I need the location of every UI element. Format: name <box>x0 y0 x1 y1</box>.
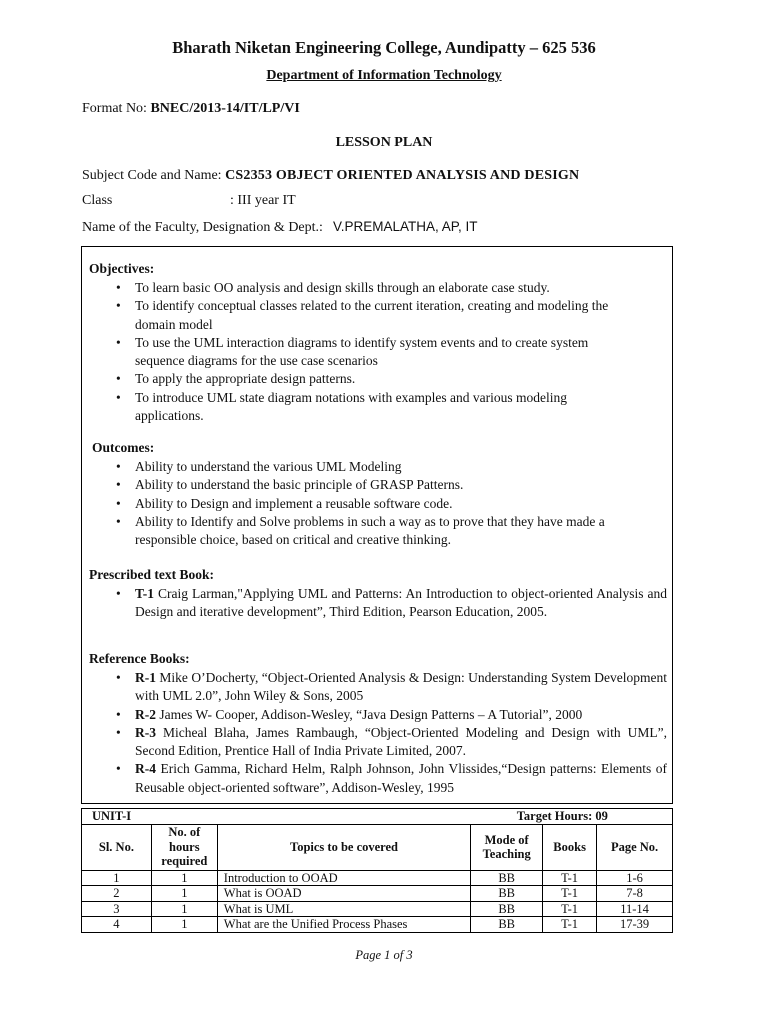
table-row <box>82 870 673 886</box>
list-item: • Ability to Identify and Solve problems in such a way as to prove that they have made a responsible choice, based on critical and creative thinking. <box>116 513 605 548</box>
table-cell: 4 <box>82 917 152 933</box>
class-label: Class <box>82 193 113 208</box>
bullet-icon: • <box>116 280 121 295</box>
table-cell: 1 <box>82 870 152 886</box>
table-cell: 1 <box>151 886 217 902</box>
table-row <box>82 917 673 933</box>
bullet-icon: • <box>116 670 121 685</box>
table-cell: What is OOAD <box>217 886 470 902</box>
list-item: • To apply the appropriate design patterns. <box>89 370 637 388</box>
table-cell: 3 <box>82 901 152 917</box>
table-cell: T-1 <box>543 870 597 886</box>
table-cell: BB <box>471 917 543 933</box>
class-value: : III year IT <box>230 193 296 208</box>
table-cell: 17-39 <box>597 917 673 933</box>
list-item: • To learn basic OO analysis and design skills through an elaborate case study. <box>89 279 637 297</box>
faculty-value: V.PREMALATHA, AP, IT <box>332 219 478 234</box>
column-header-row <box>82 824 673 870</box>
reference-books-title: Reference Books: <box>89 651 190 666</box>
table-cell: 1 <box>151 917 217 933</box>
objectives-title: Objectives: <box>89 261 155 276</box>
column-header: Topics to be covered <box>217 824 470 870</box>
text-book-title: Prescribed text Book: <box>89 567 214 582</box>
bullet-icon: • <box>116 459 121 474</box>
table-cell: BB <box>471 901 543 917</box>
bullet-icon: • <box>116 724 121 740</box>
target-hours: Target Hours: 09 <box>471 809 673 825</box>
table-cell: What are the Unified Process Phases <box>217 917 470 933</box>
table-cell: What is UML <box>217 901 470 917</box>
bullet-icon: • <box>116 513 121 529</box>
table-cell: 7-8 <box>597 886 673 902</box>
bullet-icon: • <box>116 298 121 314</box>
class-line <box>82 193 296 209</box>
list-item: • Ability to Design and implement a reusable software code. <box>89 495 669 513</box>
subject-label: Subject Code and Name: <box>82 168 226 183</box>
reference-books-list <box>89 669 667 797</box>
bullet-icon: • <box>116 389 121 405</box>
list-item: • To introduce UML state diagram notations with examples and various modeling applications. <box>116 389 567 424</box>
table-cell: BB <box>471 886 543 902</box>
outcomes-list <box>89 458 669 549</box>
table-cell: BB <box>471 870 543 886</box>
table-cell: T-1 <box>543 901 597 917</box>
bullet-icon: • <box>116 706 121 722</box>
column-header: No. of hours required <box>151 824 217 870</box>
table-cell: 1-6 <box>597 870 673 886</box>
table-cell: 2 <box>82 886 152 902</box>
list-item: • R-1 Mike O’Docherty, “Object-Oriented Analysis & Design: Understanding System Development with UML 2.0”, John Wiley & Sons, 2005 <box>116 670 667 704</box>
subject-value: CS2353 OBJECT ORIENTED ANALYSIS AND DESIGN <box>225 168 580 183</box>
unit-table <box>81 808 673 933</box>
list-item: • Ability to understand the various UML Modeling <box>89 458 669 476</box>
list-item: • Ability to understand the basic principle of GRASP Patterns. <box>89 476 669 494</box>
list-item: • R-2 James W- Cooper, Addison-Wesley, “Java Design Patterns – A Tutorial”, 2000 <box>89 706 667 724</box>
table-cell: 1 <box>151 901 217 917</box>
faculty-line <box>82 219 478 236</box>
column-header: Mode of Teaching <box>471 824 543 870</box>
table-cell: Introduction to OOAD <box>217 870 470 886</box>
table-cell: T-1 <box>543 886 597 902</box>
department-title: Department of Information Technology <box>266 68 502 83</box>
text-book-list <box>89 585 667 622</box>
bullet-icon: • <box>116 495 121 511</box>
page-number: Page 1 of 3 <box>355 948 413 962</box>
column-header: Page No. <box>597 824 673 870</box>
list-item: • R-4 Erich Gamma, Richard Helm, Ralph Johnson, John Vlissides,“Design patterns: Elements of Reusable object-oriented software”, Addison-Wesley, 1995 <box>116 761 667 795</box>
outcomes-title: Outcomes: <box>92 440 155 455</box>
list-item: • T-1 Craig Larman,"Applying UML and Patterns: An Introduction to object-oriented Analysis and Design and iterative development”, Third Edition, Pearson Education, 2005. <box>116 586 667 620</box>
college-name: Bharath Niketan Engineering College, Aundipatty – 625 536 <box>172 38 596 57</box>
format-value: BNEC/2013-14/IT/LP/VI <box>150 101 300 116</box>
table-cell: T-1 <box>543 917 597 933</box>
list-item: • R-3 Micheal Blaha, James Rambaugh, “Object-Oriented Modeling and Design with UML”, Second Edition, Prentice Hall of India Private Limited, 2007. <box>116 724 667 759</box>
list-item: • To use the UML interaction diagrams to identify system events and to create system sequence diagrams for the use case scenarios <box>116 334 589 369</box>
objectives-list <box>89 279 637 425</box>
bullet-icon: • <box>116 477 121 493</box>
bullet-icon: • <box>116 761 121 777</box>
bullet-icon: • <box>116 334 121 350</box>
table-row <box>82 886 673 902</box>
bullet-icon: • <box>116 371 121 387</box>
unit-title: UNIT-I <box>82 809 471 825</box>
unit-header-row <box>82 809 673 825</box>
column-header: Books <box>543 824 597 870</box>
subject-line <box>82 168 579 184</box>
bullet-icon: • <box>116 586 121 601</box>
column-header: Sl. No. <box>82 824 152 870</box>
table-row <box>82 901 673 917</box>
list-item: • To identify conceptual classes related to the current iteration, creating and modeling the domain model <box>116 298 609 332</box>
format-number <box>82 101 300 117</box>
table-cell: 11-14 <box>597 901 673 917</box>
format-label: Format No: <box>82 101 151 116</box>
lesson-plan-title: LESSON PLAN <box>335 135 433 150</box>
faculty-label: Name of the Faculty, Designation & Dept.: <box>82 220 323 235</box>
table-cell: 1 <box>151 870 217 886</box>
